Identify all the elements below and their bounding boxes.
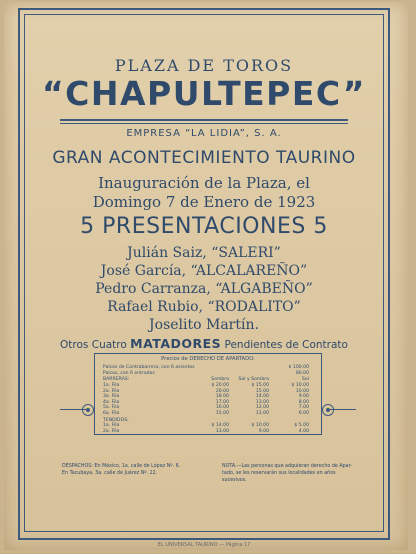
event-heading: GRAN ACONTECIMIENTO TAURINO (52, 148, 356, 168)
sombra-price: 18.00 (215, 394, 229, 400)
inauguration-line-2: Domingo 7 de Enero de 1923 (92, 193, 316, 211)
sol-price: $ 10.00 (291, 383, 309, 388)
solsombra-price: 15.00 (255, 388, 269, 394)
despachos-line-2: En Tacubaya, 3a. calle de Juárez Nº. 22. (62, 471, 158, 476)
despachos-line-1: DESPACHOS: En México, 1a. calle de López Nº. 6. (62, 464, 181, 469)
sol-price: 7.00 (298, 405, 309, 411)
bullfighter-1: Julián Saiz, “SALERI” (127, 245, 281, 261)
barreras-label: BARRERAS: (103, 377, 130, 382)
palco-label: Palcos, con 6 entradas (103, 370, 155, 376)
sombra-price: 20.00 (215, 388, 229, 394)
sombra-price: 13.00 (215, 428, 229, 434)
row-label: 2a. Fila (103, 428, 120, 434)
row-label: 6a. Fila (103, 411, 120, 416)
sombra-price: 15.00 (215, 411, 229, 416)
bullfighter-2: José García, “ALCALAREÑO” (100, 263, 308, 279)
barreras-header-row (103, 377, 315, 383)
solsombra-price: $ 15.00 (251, 383, 269, 388)
solsombra-price: $ 10.00 (251, 423, 269, 429)
bullfighter-5: Joselito Martín. (149, 317, 259, 333)
inauguration-text (24, 174, 384, 212)
ornament-left-icon (82, 404, 94, 416)
nota-line-1: NOTA.—Las personas que adquieran derecho de Apar- (222, 464, 353, 469)
col-sol: Sol (301, 377, 309, 382)
sol-price: 10.00 (295, 388, 309, 394)
others-suffix: Pendientes de Contrato (224, 339, 348, 351)
others-line (24, 336, 384, 351)
row-label: 3a. Fila (103, 394, 120, 400)
solsombra-price: 12.00 (255, 405, 269, 411)
despachos-note (62, 463, 212, 477)
sol-price: 9.00 (298, 394, 309, 400)
nota-note (222, 463, 352, 484)
row-label: 2a. Fila (103, 388, 120, 394)
sombra-price: 17.00 (215, 399, 229, 405)
row-label: 1a. Fila (103, 423, 120, 429)
sombra-price: $ 14.00 (211, 423, 229, 429)
tendidos-label: TENDIDOS: (103, 417, 129, 423)
col-sombra: Sombra (211, 377, 229, 382)
row-label: 1a. Fila (103, 383, 120, 388)
plaza-heading: PLAZA DE TOROS (114, 56, 294, 75)
sol-price: 8.00 (298, 399, 309, 405)
row-label: 5a. Fila (103, 405, 120, 411)
row-label: 4a. Fila (103, 399, 120, 405)
title-rule-top (60, 119, 348, 121)
price-title: Precios de DERECHO DE APARTADO: (161, 356, 255, 362)
others-matadores: MATADORES (130, 336, 222, 351)
col-solsombra: Sol y Sombra (238, 377, 269, 382)
presentations-heading: 5 PRESENTACIONES 5 (80, 214, 328, 239)
solsombra-price: 9.00 (258, 428, 269, 434)
sombra-price: 16.00 (215, 405, 229, 411)
tendido-row (103, 429, 315, 435)
palco-label: Palcos de Contrabarrera, con 6 asientos (103, 365, 195, 370)
solsombra-price: 11.00 (255, 411, 269, 416)
inauguration-line-1: Inauguración de la Plaza, el (98, 174, 310, 192)
page-footer: EL UNIVERSAL TAURINO — Página 17 (157, 542, 251, 548)
bullfighter-4: Rafael Rubio, “RODALITO” (107, 299, 301, 315)
price-table (94, 353, 322, 435)
title-rule-bottom (60, 123, 348, 124)
palco-value: 80.00 (295, 370, 309, 376)
solsombra-price: 14.00 (255, 394, 269, 400)
bullfighter-3: Pedro Carranza, “ALGABEÑO” (95, 281, 313, 297)
barrera-row (103, 411, 315, 417)
palco-row (103, 371, 315, 377)
nota-line-2: tado, se les reservarán sus localidades en años sucesivos. (222, 471, 336, 483)
ornament-right-icon (322, 404, 334, 416)
venue-title: “CHAPULTEPEC” (41, 74, 366, 113)
solsombra-price: 13.00 (255, 399, 269, 405)
sol-price: $ 5.00 (294, 423, 309, 429)
others-prefix: Otros Cuatro (60, 339, 127, 351)
palco-value: $ 100.00 (288, 365, 309, 370)
empresa-line: EMPRESA “LA LIDIA”, S. A. (126, 128, 282, 139)
sombra-price: $ 20.00 (211, 383, 229, 388)
sol-price: 6.00 (298, 411, 309, 416)
sol-price: 4.00 (298, 428, 309, 434)
